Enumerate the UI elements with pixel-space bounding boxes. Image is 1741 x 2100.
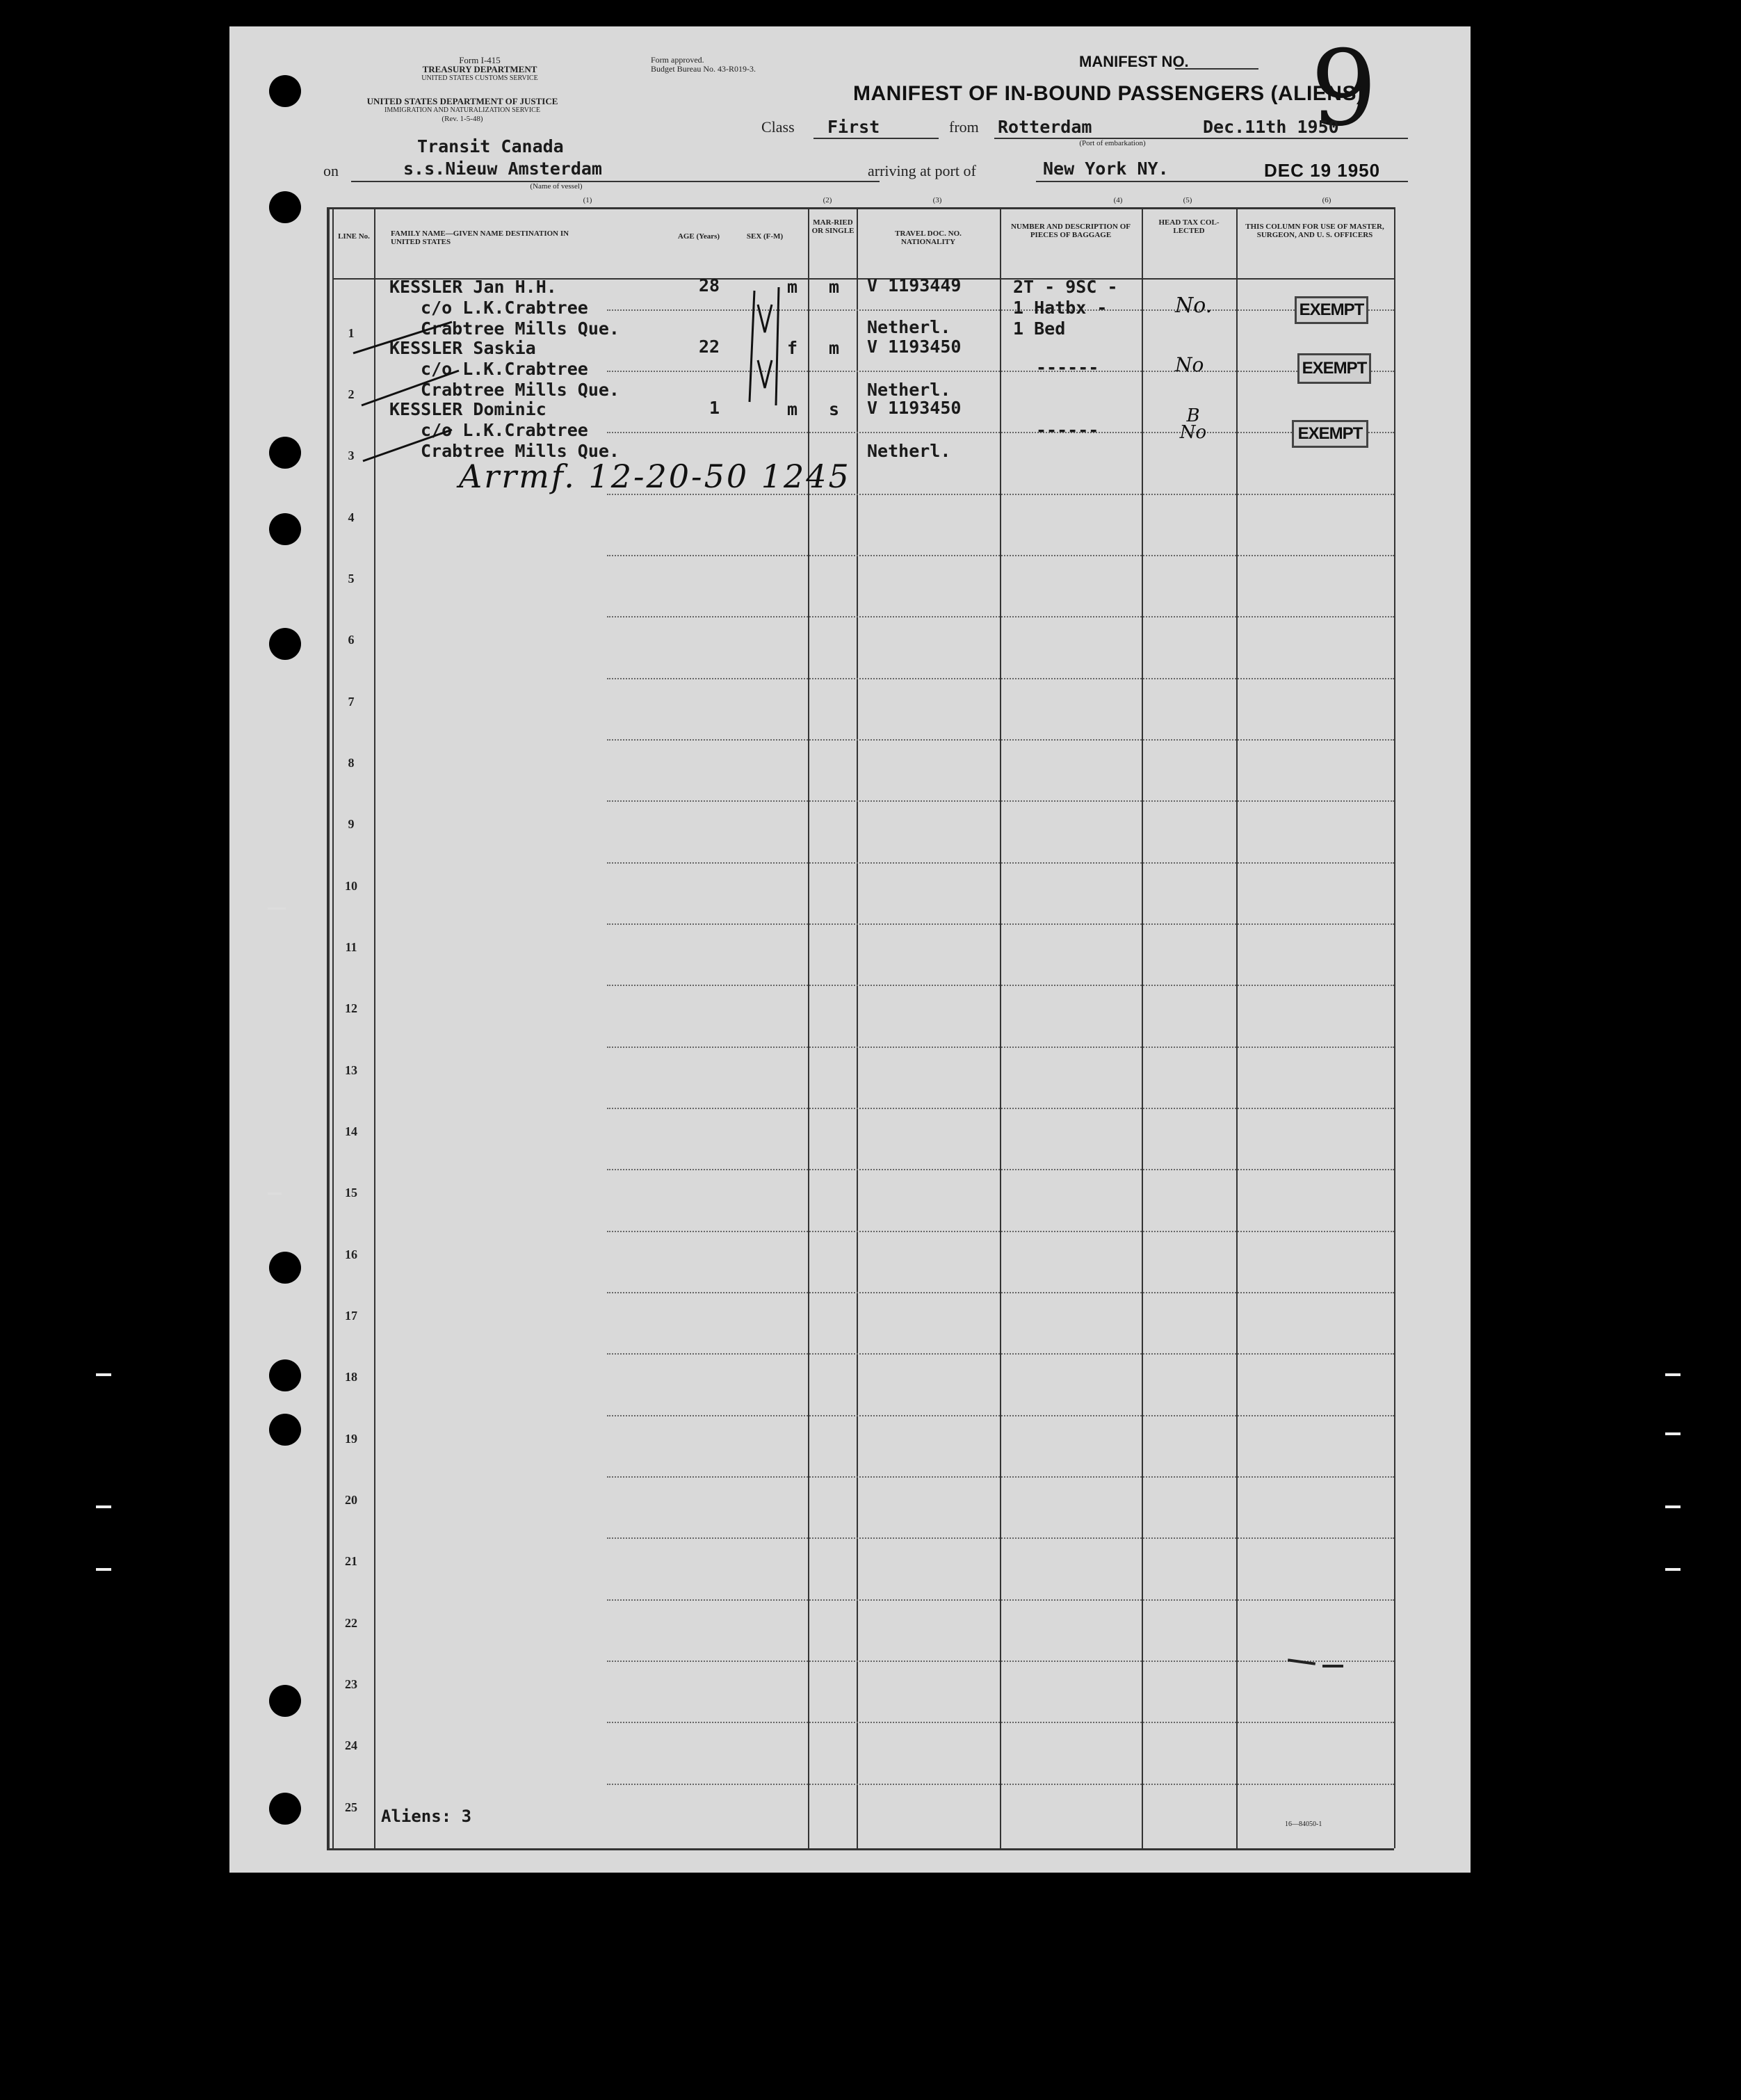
from-value: Rotterdam [998, 117, 1092, 137]
passenger-married: s [829, 399, 840, 419]
handwritten-stroke [776, 287, 779, 405]
row-rule [607, 1722, 1394, 1723]
handwritten-check [362, 371, 459, 405]
passenger-name: KESSLER Jan H.H. [389, 277, 557, 297]
passenger-age: 1 [709, 398, 720, 418]
film-edge-mark [96, 1373, 111, 1376]
nationality: Netherl. [867, 441, 951, 461]
row-rule [607, 1108, 1394, 1109]
row-rule [607, 1476, 1394, 1478]
head-tax: No [1175, 353, 1204, 376]
passenger-destination: Crabtree Mills Que. [421, 318, 620, 339]
treasury-dept: TREASURY DEPARTMENT [422, 64, 537, 74]
row-rule [607, 1047, 1394, 1048]
col-header-married: MAR-RIED OR SINGLE [811, 218, 855, 235]
class-label: Class [761, 118, 795, 136]
passenger-age: 28 [699, 275, 720, 296]
passenger-name: KESSLER Dominic [389, 399, 546, 419]
handwritten-check [363, 430, 452, 461]
col-num-6: (6) [1322, 196, 1331, 204]
line-number: 10 [345, 879, 357, 893]
line-number: 18 [345, 1370, 357, 1384]
handwritten-stroke [758, 305, 772, 332]
line-number: 9 [348, 817, 355, 831]
row-rule [607, 1661, 1394, 1662]
line-number: 23 [345, 1677, 357, 1691]
passenger-married: m [829, 338, 840, 358]
col-header-age: AGE (Years) [677, 232, 720, 241]
revision: (Rev. 1-5-48) [442, 115, 483, 123]
passenger-age: 22 [699, 337, 720, 357]
travel-doc: V 1193450 [867, 398, 962, 418]
punch-hole [269, 628, 301, 660]
row-rule [607, 862, 1394, 864]
passenger-address: c/o L.K.Crabtree [421, 420, 588, 440]
film-edge-mark [1665, 1568, 1681, 1571]
col-num-3: (3) [932, 196, 942, 204]
baggage-line: ------ [1036, 420, 1099, 440]
travel-doc: V 1193450 [867, 337, 962, 357]
arrival-port: New York NY. [1043, 159, 1169, 179]
passenger-address: c/o L.K.Crabtree [421, 298, 588, 318]
vessel-caption: (Name of vessel) [530, 182, 583, 191]
row-rule [607, 800, 1394, 802]
film-edge-mark [96, 1568, 111, 1571]
line-number: 17 [345, 1309, 357, 1323]
passenger-destination: Crabtree Mills Que. [421, 441, 620, 461]
print-code: 16—84050-1 [1285, 1820, 1322, 1828]
row-rule [607, 555, 1394, 556]
manifest-number: 9 [1311, 29, 1377, 150]
row-rule [607, 678, 1394, 679]
nationality: Netherl. [867, 380, 951, 400]
row-rule [607, 1353, 1394, 1355]
punch-hole [269, 1359, 301, 1391]
pen-mark [1322, 1665, 1343, 1667]
row-rule [607, 1415, 1394, 1416]
passenger-sex: m [787, 399, 798, 419]
manifest-page [229, 26, 1471, 1873]
row-rule [607, 739, 1394, 741]
manifest-title: MANIFEST OF IN-BOUND PASSENGERS (ALIENS) [853, 82, 1364, 105]
manifest-no-label: MANIFEST NO. [1079, 53, 1189, 70]
film-edge-mark [1665, 1432, 1681, 1435]
punch-hole [269, 1793, 301, 1825]
on-label: on [323, 162, 339, 179]
col-header-headtax: HEAD TAX COL-LECTED [1158, 218, 1220, 235]
departure-date: Dec.11th 1950 [1203, 117, 1339, 137]
line-number: 14 [345, 1124, 357, 1138]
exempt-stamp: EXEMPT [1297, 353, 1371, 384]
customs-service: UNITED STATES CUSTOMS SERVICE [421, 74, 538, 82]
punch-hole [269, 1252, 301, 1284]
passenger-address: c/o L.K.Crabtree [421, 359, 588, 379]
margin-mark [268, 907, 286, 910]
margin-mark [268, 1193, 282, 1195]
film-edge-mark [96, 1505, 111, 1508]
line-number: 12 [345, 1001, 357, 1015]
arrival-date-stamp: DEC 19 1950 [1264, 160, 1381, 181]
line-number: 4 [348, 510, 355, 524]
travel-doc: V 1193449 [867, 275, 962, 296]
line-number: 8 [348, 756, 355, 770]
head-tax: No. [1175, 293, 1213, 318]
line-number: 2 [348, 387, 355, 401]
passenger-sex: m [787, 277, 798, 297]
passenger-destination: Crabtree Mills Que. [421, 380, 620, 400]
line-number: 3 [348, 449, 355, 462]
col-header-sex: SEX (F-M) [746, 232, 784, 241]
line-number: 11 [345, 940, 357, 954]
aliens-count: Aliens: 3 [381, 1807, 472, 1826]
punch-hole [269, 1414, 301, 1446]
col-num-4: (4) [1113, 196, 1123, 204]
line-number: 1 [348, 326, 355, 340]
line-number: 19 [345, 1432, 357, 1446]
justice-dept: UNITED STATES DEPARTMENT OF JUSTICE [366, 96, 558, 106]
row-rule [607, 1169, 1394, 1170]
row-rule [607, 616, 1394, 617]
exempt-stamp: EXEMPT [1295, 296, 1368, 324]
class-value: First [827, 117, 880, 137]
line-number: 22 [345, 1616, 357, 1630]
form-number: Form I-415 [459, 55, 501, 65]
col-num-2: (2) [823, 196, 832, 204]
line-number: 20 [345, 1493, 357, 1507]
col-header-line: LINE No. [338, 232, 370, 241]
row-rule [607, 1231, 1394, 1232]
film-edge-mark [1665, 1373, 1681, 1376]
line-number: 15 [345, 1186, 357, 1200]
ins-service: IMMIGRATION AND NATURALIZATION SERVICE [384, 106, 540, 114]
transit-note: Transit Canada [417, 136, 564, 156]
budget-bureau: Budget Bureau No. 43-R019-3. [651, 64, 756, 74]
head-tax: B No [1179, 405, 1207, 443]
exempt-stamp: EXEMPT [1292, 420, 1368, 448]
row-rule [607, 1784, 1394, 1785]
line-number: 5 [348, 572, 355, 585]
line-number: 16 [345, 1247, 357, 1261]
line-number: 6 [348, 633, 355, 647]
handwritten-annotation: Arrmf. 12-20-50 1245 [459, 458, 851, 495]
line-number: 25 [345, 1800, 357, 1814]
row-rule [607, 1537, 1394, 1539]
baggage-line: ------ [1036, 357, 1099, 378]
baggage-line: 2T - 9SC - [1013, 277, 1118, 297]
col-num-5: (5) [1183, 196, 1192, 204]
row-rule [607, 1599, 1394, 1601]
col-header-officers: THIS COLUMN FOR USE OF MASTER, SURGEON, AND U. S. OFFICERS [1245, 223, 1384, 239]
passenger-name: KESSLER Saskia [389, 338, 536, 358]
col-header-baggage: NUMBER AND DESCRIPTION OF PIECES OF BAGGAGE [1010, 223, 1131, 239]
line-number: 24 [345, 1738, 357, 1752]
row-rule [607, 985, 1394, 986]
arriving-label: arriving at port of [868, 162, 976, 179]
handwritten-check [353, 322, 452, 353]
nationality: Netherl. [867, 317, 951, 337]
port-caption: (Port of embarkation) [1079, 139, 1146, 147]
line-number: 21 [345, 1554, 357, 1568]
punch-hole [269, 1685, 301, 1717]
baggage-line: 1 Hatbx - [1013, 298, 1108, 318]
col-header-name: FAMILY NAME—GIVEN NAME DESTINATION IN UNITED STATES [391, 229, 569, 246]
handwritten-stroke [750, 291, 754, 402]
row-rule [607, 1292, 1394, 1293]
form-approved: Form approved. [651, 55, 704, 65]
passenger-married: m [829, 277, 840, 297]
film-edge-mark [1665, 1505, 1681, 1508]
baggage-line: 1 Bed [1013, 318, 1066, 339]
col-header-travel: TRAVEL DOC. NO. NATIONALITY [895, 229, 962, 246]
passenger-sex: f [787, 338, 798, 358]
line-number: 13 [345, 1063, 357, 1077]
col-num-1: (1) [583, 196, 592, 204]
handwritten-stroke [758, 360, 772, 388]
line-number: 7 [348, 695, 355, 709]
vessel-name: s.s.Nieuw Amsterdam [403, 159, 602, 179]
row-rule [607, 923, 1394, 925]
from-label: from [949, 118, 979, 136]
